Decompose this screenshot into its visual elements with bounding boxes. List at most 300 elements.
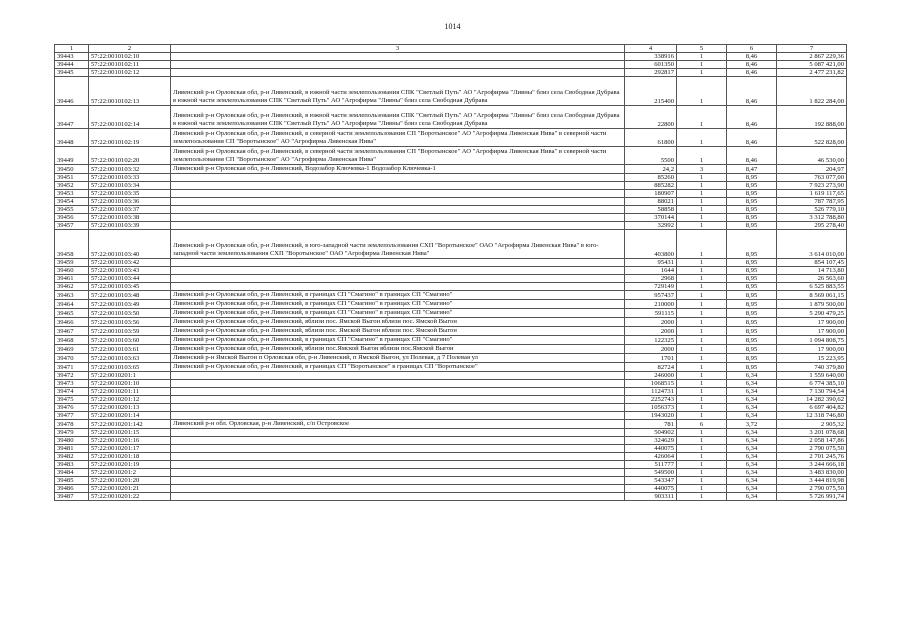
cell-rate: 8,95 (727, 214, 777, 222)
cell-n: 39484 (55, 469, 89, 477)
cell-value: 3 483 830,00 (777, 469, 847, 477)
cell-rate: 8,95 (727, 198, 777, 206)
cell-k: 1 (677, 300, 727, 309)
cell-area: 591115 (625, 309, 677, 318)
cell-desc (171, 412, 625, 420)
cell-code: 57:22:0010103:33 (89, 174, 171, 182)
cell-value: 17 900,00 (777, 318, 847, 327)
cell-desc (171, 190, 625, 198)
cell-code: 57:22:0010201:22 (89, 493, 171, 501)
cell-value: 2 867 229,36 (777, 53, 847, 61)
cell-k: 1 (677, 429, 727, 437)
cell-n: 39485 (55, 477, 89, 485)
cell-rate: 8,95 (727, 336, 777, 345)
header-cell: 1 (55, 45, 89, 53)
cell-desc: Ливенский р-н Орловская обл, р-н Ливенский, в юго-западной части землепользования СХП "Воротынское" ОАО "Агрофирма Ливенская Нива" в юго-западной части землепользования СХП "Воротынское" ОАО "Агрофирма Ливенская Нива" (171, 230, 625, 259)
cell-desc (171, 206, 625, 214)
cell-code: 57:22:0010102:19 (89, 129, 171, 147)
table-row (55, 283, 847, 291)
cell-n: 39468 (55, 336, 89, 345)
table-row (55, 300, 847, 309)
cell-k: 1 (677, 230, 727, 259)
cell-code: 57:22:0010103:43 (89, 267, 171, 275)
cell-n: 39486 (55, 485, 89, 493)
cell-code: 57:22:0010201:17 (89, 445, 171, 453)
cell-desc (171, 222, 625, 230)
cell-desc: Ливенский р-н Орловская обл, р-н Ливенский, Водозабор Ключевка-1 Водозабор Ключевка-1 (171, 165, 625, 174)
cell-rate: 8,47 (727, 165, 777, 174)
cell-rate: 8,95 (727, 182, 777, 190)
cell-area: 95431 (625, 259, 677, 267)
cell-n: 39453 (55, 190, 89, 198)
cell-k: 1 (677, 336, 727, 345)
cell-value: 26 563,60 (777, 275, 847, 283)
cell-desc: Ливенский р-н Орловская обл, р-н Ливенский, в границах СП "Смагино" в границах СП "Смагино" (171, 291, 625, 300)
cell-area: 957437 (625, 291, 677, 300)
cell-code: 57:22:0010103:37 (89, 206, 171, 214)
cell-area: 338916 (625, 53, 677, 61)
cell-desc (171, 380, 625, 388)
cell-code: 57:22:0010201:11 (89, 388, 171, 396)
cell-code: 57:22:0010201:15 (89, 429, 171, 437)
cell-rate: 8,95 (727, 206, 777, 214)
cell-desc: Ливенский р-н обл. Орловская, р-н Ливенский, с/п Островское (171, 420, 625, 429)
table-row (55, 291, 847, 300)
cell-code: 57:22:0010103:48 (89, 291, 171, 300)
cell-value: 522 828,00 (777, 129, 847, 147)
cell-n: 39456 (55, 214, 89, 222)
cell-value: 1 559 640,00 (777, 372, 847, 380)
cell-value: 763 077,00 (777, 174, 847, 182)
cell-area: 511777 (625, 461, 677, 469)
cell-value: 3 201 078,68 (777, 429, 847, 437)
cell-n: 39465 (55, 309, 89, 318)
cell-area: 543347 (625, 477, 677, 485)
cell-area: 370144 (625, 214, 677, 222)
cadastral-table (54, 44, 847, 501)
cell-code: 57:22:0010102:20 (89, 147, 171, 165)
cell-value: 787 787,95 (777, 198, 847, 206)
cell-k: 1 (677, 283, 727, 291)
cell-k: 1 (677, 309, 727, 318)
cell-n: 39472 (55, 372, 89, 380)
cell-code: 57:22:0010201:1 (89, 372, 171, 380)
cell-value: 7 923 273,90 (777, 182, 847, 190)
cell-code: 57:22:0010103:34 (89, 182, 171, 190)
cell-n: 39480 (55, 437, 89, 445)
table-row (55, 309, 847, 318)
cell-n: 39481 (55, 445, 89, 453)
cell-k: 1 (677, 222, 727, 230)
cell-area: 88021 (625, 198, 677, 206)
cell-n: 39452 (55, 182, 89, 190)
cell-value: 5 290 479,25 (777, 309, 847, 318)
header-cell: 6 (727, 45, 777, 53)
cell-n: 39450 (55, 165, 89, 174)
cell-value: 3 312 788,80 (777, 214, 847, 222)
cell-code: 57:22:0010103:32 (89, 165, 171, 174)
cell-value: 15 223,95 (777, 354, 847, 363)
cell-n: 39474 (55, 388, 89, 396)
cell-n: 39445 (55, 69, 89, 77)
table-row (55, 380, 847, 388)
table-row (55, 493, 847, 501)
cell-code: 57:22:0010102:11 (89, 61, 171, 69)
table-row (55, 388, 847, 396)
cell-value: 12 318 746,80 (777, 412, 847, 420)
cell-area: 1701 (625, 354, 677, 363)
cell-value: 6 525 883,55 (777, 283, 847, 291)
cell-n: 39477 (55, 412, 89, 420)
cell-rate: 8,46 (727, 61, 777, 69)
cell-code: 57:22:0010102:10 (89, 53, 171, 61)
cell-rate: 8,95 (727, 345, 777, 354)
cell-area: 549500 (625, 469, 677, 477)
cell-code: 57:22:0010103:35 (89, 190, 171, 198)
cell-code: 57:22:0010201:21 (89, 485, 171, 493)
cell-desc (171, 275, 625, 283)
cell-area: 2968 (625, 275, 677, 283)
cell-n: 39467 (55, 327, 89, 336)
cell-value: 2 790 075,50 (777, 485, 847, 493)
cell-code: 57:22:0010201:2 (89, 469, 171, 477)
table-row (55, 190, 847, 198)
cell-k: 1 (677, 259, 727, 267)
cell-rate: 6,34 (727, 412, 777, 420)
cell-area: 426064 (625, 453, 677, 461)
header-row (55, 45, 847, 53)
cell-area: 246000 (625, 372, 677, 380)
cell-desc (171, 477, 625, 485)
table-row (55, 396, 847, 404)
cell-rate: 8,46 (727, 53, 777, 61)
cell-code: 57:22:0010103:50 (89, 309, 171, 318)
cell-desc (171, 388, 625, 396)
cell-rate: 6,34 (727, 437, 777, 445)
cell-code: 57:22:0010103:44 (89, 275, 171, 283)
cell-n: 39487 (55, 493, 89, 501)
table-row (55, 147, 847, 165)
cell-n: 39444 (55, 61, 89, 69)
cell-desc: Ливенский р-н Орловская обл, р-н Ливенский, в границах СП "Воротынское" в границах СП "Воротынское" (171, 363, 625, 372)
cell-desc (171, 69, 625, 77)
cell-desc: Ливенский р-н Ямской Выгон п Орловская обл, р-н Ливенский, п Ямской Выгон, ул Полевая, д 7 Полевая ул (171, 354, 625, 363)
table-row (55, 354, 847, 363)
cell-code: 57:22:0010103:49 (89, 300, 171, 309)
cell-value: 2 790 075,50 (777, 445, 847, 453)
cell-desc: Ливенский р-н Орловская обл, р-н Ливенский, вблизи пос.Ямской Выгон вблизи пос.Ямской Выгон (171, 345, 625, 354)
cell-n: 39449 (55, 147, 89, 165)
cell-code: 57:22:0010201:20 (89, 477, 171, 485)
cell-area: 2252743 (625, 396, 677, 404)
cell-value: 14 713,80 (777, 267, 847, 275)
cell-k: 1 (677, 206, 727, 214)
cell-n: 39447 (55, 106, 89, 129)
cell-value: 1 879 500,00 (777, 300, 847, 309)
cell-k: 3 (677, 165, 727, 174)
cell-area: 903311 (625, 493, 677, 501)
header-cell: 2 (89, 45, 171, 53)
page-number: 1014 (444, 22, 461, 31)
table-row (55, 345, 847, 354)
cell-desc (171, 214, 625, 222)
table-row (55, 129, 847, 147)
cell-value: 3 614 010,00 (777, 230, 847, 259)
cell-value: 2 058 147,86 (777, 437, 847, 445)
cell-k: 1 (677, 61, 727, 69)
table-row (55, 336, 847, 345)
cell-rate: 8,95 (727, 275, 777, 283)
cell-k: 1 (677, 267, 727, 275)
cell-k: 1 (677, 291, 727, 300)
cell-code: 57:22:0010103:36 (89, 198, 171, 206)
table-row (55, 275, 847, 283)
table-row (55, 453, 847, 461)
cell-k: 1 (677, 174, 727, 182)
header-cell: 7 (777, 45, 847, 53)
cell-value: 46 530,00 (777, 147, 847, 165)
cell-rate: 8,95 (727, 309, 777, 318)
cell-area: 5500 (625, 147, 677, 165)
header-cell: 3 (171, 45, 625, 53)
table-row (55, 222, 847, 230)
cell-area: 781 (625, 420, 677, 429)
cell-area: 1068515 (625, 380, 677, 388)
cell-k: 1 (677, 198, 727, 206)
cell-value: 1 094 808,75 (777, 336, 847, 345)
cell-n: 39457 (55, 222, 89, 230)
cell-n: 39446 (55, 77, 89, 106)
cell-rate: 8,95 (727, 190, 777, 198)
table-row (55, 420, 847, 429)
cell-n: 39464 (55, 300, 89, 309)
cell-rate: 6,34 (727, 461, 777, 469)
cell-area: 215400 (625, 77, 677, 106)
cell-area: 440075 (625, 485, 677, 493)
table-row (55, 477, 847, 485)
cell-code: 57:22:0010201:14 (89, 412, 171, 420)
cell-n: 39455 (55, 206, 89, 214)
cell-desc (171, 259, 625, 267)
table-row (55, 61, 847, 69)
cell-rate: 8,95 (727, 327, 777, 336)
cell-k: 1 (677, 354, 727, 363)
cell-k: 1 (677, 182, 727, 190)
cell-rate: 8,95 (727, 174, 777, 182)
header-cell: 5 (677, 45, 727, 53)
table-row (55, 461, 847, 469)
cell-desc (171, 396, 625, 404)
cell-rate: 6,34 (727, 404, 777, 412)
cell-n: 39462 (55, 283, 89, 291)
cell-desc: Ливенский р-н Орловская обл, р-н Ливенский, вблизи пос. Ямской Выгон вблизи пос. Ямской Выгон (171, 318, 625, 327)
table-row (55, 174, 847, 182)
cell-n: 39454 (55, 198, 89, 206)
cell-area: 58858 (625, 206, 677, 214)
cell-k: 1 (677, 404, 727, 412)
cell-code: 57:22:0010201:12 (89, 396, 171, 404)
cell-area: 1124731 (625, 388, 677, 396)
table-row (55, 182, 847, 190)
cell-value: 14 282 390,62 (777, 396, 847, 404)
table-row (55, 77, 847, 106)
cell-rate: 6,34 (727, 485, 777, 493)
cell-value: 192 888,00 (777, 106, 847, 129)
cell-value: 5 726 991,74 (777, 493, 847, 501)
cell-rate: 8,95 (727, 363, 777, 372)
cell-code: 57:22:0010102:12 (89, 69, 171, 77)
cell-n: 39458 (55, 230, 89, 259)
cell-rate: 6,34 (727, 396, 777, 404)
cell-n: 39451 (55, 174, 89, 182)
cell-k: 1 (677, 345, 727, 354)
cell-n: 39459 (55, 259, 89, 267)
cell-k: 1 (677, 77, 727, 106)
cell-desc: Ливенский р-н Орловская обл, р-н Ливенский, в границах СП "Смагино" в границах СП "Смагино" (171, 300, 625, 309)
cell-value: 3 444 819,98 (777, 477, 847, 485)
cell-code: 57:22:0010103:56 (89, 318, 171, 327)
cell-desc (171, 372, 625, 380)
cell-code: 57:22:0010201:18 (89, 453, 171, 461)
cell-code: 57:22:0010102:13 (89, 77, 171, 106)
cell-area: 2000 (625, 318, 677, 327)
cell-desc (171, 267, 625, 275)
cell-rate: 6,34 (727, 372, 777, 380)
cell-rate: 8,46 (727, 129, 777, 147)
table-row (55, 327, 847, 336)
cell-value: 526 779,10 (777, 206, 847, 214)
cell-desc (171, 182, 625, 190)
table-row (55, 214, 847, 222)
cell-code: 57:22:0010103:61 (89, 345, 171, 354)
cell-value: 7 130 794,54 (777, 388, 847, 396)
cell-k: 1 (677, 453, 727, 461)
cell-rate: 6,34 (727, 493, 777, 501)
cell-k: 1 (677, 214, 727, 222)
cell-code: 57:22:0010102:14 (89, 106, 171, 129)
cell-desc: Ливенский р-н Орловская обл, р-н Ливенский, в границах СП "Смагино" в границах СП "Смагино" (171, 309, 625, 318)
table-row (55, 267, 847, 275)
cell-desc: Ливенский р-н Орловская обл, р-н Ливенский, в южной части землепользования СПК "Светлый Путь" АО "Агрофирма "Ливны" близ села Свободная Дубрава в южной части землепользования СПК "Светлый Путь" АО "Агрофирма "Ливны" близ села Свободная Дубрава (171, 77, 625, 106)
cell-k: 1 (677, 477, 727, 485)
cell-k: 1 (677, 493, 727, 501)
cell-area: 1943020 (625, 412, 677, 420)
cell-rate: 6,34 (727, 453, 777, 461)
cell-desc (171, 493, 625, 501)
table-row (55, 198, 847, 206)
cell-area: 885282 (625, 182, 677, 190)
cell-value: 5 087 421,00 (777, 61, 847, 69)
cell-k: 1 (677, 318, 727, 327)
cell-k: 1 (677, 129, 727, 147)
cell-value: 1 619 117,65 (777, 190, 847, 198)
cell-value: 3 244 666,18 (777, 461, 847, 469)
cell-area: 601350 (625, 61, 677, 69)
table-row (55, 69, 847, 77)
cell-k: 1 (677, 327, 727, 336)
cell-code: 57:22:0010103:63 (89, 354, 171, 363)
cell-n: 39471 (55, 363, 89, 372)
cell-value: 854 107,45 (777, 259, 847, 267)
cell-k: 1 (677, 445, 727, 453)
cell-n: 39460 (55, 267, 89, 275)
cell-desc: Ливенский р-н Орловская обл, р-н Ливенский, в северной части землепользования СП "Воротынское" АО "Агрофирма Ливенская Нива" в северной части землепользования СП "Воротынское" АО "Агрофирма Ливенская Нива" (171, 147, 625, 165)
cell-area: 61800 (625, 129, 677, 147)
cell-n: 39482 (55, 453, 89, 461)
cell-code: 57:22:0010103:42 (89, 259, 171, 267)
table-row (55, 206, 847, 214)
cell-k: 1 (677, 53, 727, 61)
cell-n: 39463 (55, 291, 89, 300)
cell-area: 22800 (625, 106, 677, 129)
table-row (55, 259, 847, 267)
cell-area: 180907 (625, 190, 677, 198)
cell-k: 6 (677, 420, 727, 429)
cell-rate: 6,34 (727, 469, 777, 477)
cell-area: 32992 (625, 222, 677, 230)
table-row (55, 485, 847, 493)
cell-rate: 8,95 (727, 267, 777, 275)
cell-code: 57:22:0010103:38 (89, 214, 171, 222)
cell-k: 1 (677, 106, 727, 129)
cell-k: 1 (677, 69, 727, 77)
cell-desc (171, 461, 625, 469)
cell-k: 1 (677, 461, 727, 469)
cell-k: 1 (677, 190, 727, 198)
cell-rate: 6,34 (727, 445, 777, 453)
cell-rate: 8,95 (727, 300, 777, 309)
cell-area: 85260 (625, 174, 677, 182)
cell-desc (171, 485, 625, 493)
cell-rate: 8,95 (727, 283, 777, 291)
cell-n: 39473 (55, 380, 89, 388)
cell-value: 17 900,00 (777, 345, 847, 354)
cell-value: 2 905,32 (777, 420, 847, 429)
cell-desc (171, 437, 625, 445)
cell-value: 6 774 385,10 (777, 380, 847, 388)
table-row (55, 437, 847, 445)
cell-code: 57:22:0010103:45 (89, 283, 171, 291)
cell-value: 740 379,80 (777, 363, 847, 372)
cell-code: 57:22:0010103:40 (89, 230, 171, 259)
cell-value: 6 697 404,82 (777, 404, 847, 412)
cell-area: 504902 (625, 429, 677, 437)
table-row (55, 372, 847, 380)
cell-area: 82724 (625, 363, 677, 372)
cell-rate: 3,72 (727, 420, 777, 429)
cell-rate: 8,46 (727, 77, 777, 106)
cell-desc: Ливенский р-н Орловская обл, р-н Ливенский, вблизи пос. Ямской Выгон вблизи пос. Ямской Выгон (171, 327, 625, 336)
cell-n: 39469 (55, 345, 89, 354)
cell-area: 24,2 (625, 165, 677, 174)
cell-code: 57:22:0010103:60 (89, 336, 171, 345)
cell-code: 57:22:0010201:10 (89, 380, 171, 388)
cell-area: 122325 (625, 336, 677, 345)
cell-k: 1 (677, 412, 727, 420)
cell-area: 210000 (625, 300, 677, 309)
table-row (55, 318, 847, 327)
cell-rate: 8,46 (727, 147, 777, 165)
cell-desc (171, 404, 625, 412)
table-body (55, 53, 847, 501)
cell-area: 440075 (625, 445, 677, 453)
cell-desc (171, 283, 625, 291)
cell-desc: Ливенский р-н Орловская обл, р-н Ливенский, в южной части землепользования СПК "Светлый Путь" АО "Агрофирма "Ливны" близ села Свободная Дубрава в южной части землепользования СПК "Светлый Путь" АО "Агрофирма "Ливны" близ села Свободная Дубрава (171, 106, 625, 129)
cell-desc (171, 198, 625, 206)
cell-value: 2 701 245,76 (777, 453, 847, 461)
cell-area: 324629 (625, 437, 677, 445)
cell-code: 57:22:0010103:65 (89, 363, 171, 372)
